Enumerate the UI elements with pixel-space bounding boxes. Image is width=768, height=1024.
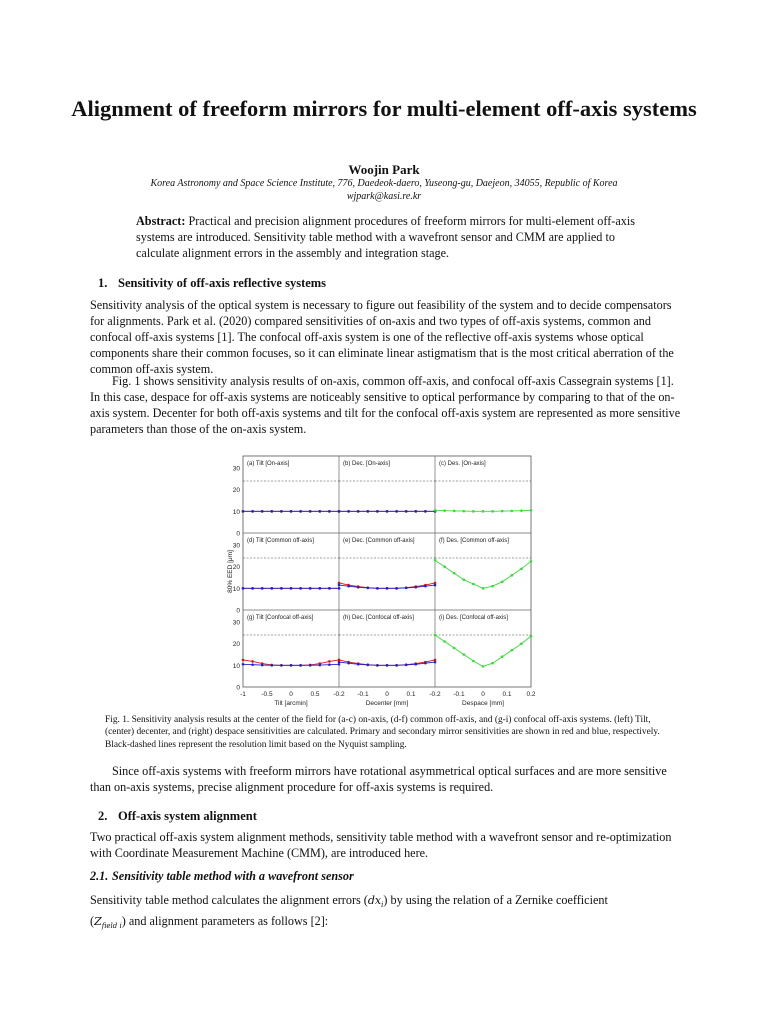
data-point (309, 510, 312, 513)
author-email: wjpark@kasi.re.kr (346, 191, 422, 202)
y-tick-label: 20 (232, 641, 240, 649)
data-point (530, 560, 533, 563)
data-point (520, 509, 523, 512)
paper-title: Alignment of freeform mirrors for multi-element off-axis systems (71, 96, 697, 121)
data-point (242, 663, 245, 666)
abstract-text: Practical and precision alignment procedures of freeform mirrors for multi-element off-axis systems are introduced. Sensitivity table method with a wavefront sensor and CMM are applied to calculate alignment errors in the assembly and integration stage. (136, 214, 635, 260)
data-point (520, 642, 523, 645)
x-tick-label: 0.1 (502, 691, 512, 698)
symbol-z-subscript: field i (101, 922, 122, 931)
x-tick-label: 0.1 (406, 691, 416, 698)
subsection-2-1-title: Sensitivity table method with a wavefront sensor (112, 869, 354, 883)
data-point (357, 510, 360, 513)
affiliation-block (0, 177, 768, 203)
panel-title: (a) Tilt [On-axis] (247, 461, 290, 467)
data-point (251, 510, 254, 513)
data-point (472, 510, 475, 513)
data-point (271, 664, 274, 667)
x-axis-label: Decenter [mm] (365, 700, 409, 707)
data-point (434, 584, 437, 587)
data-point (491, 585, 494, 588)
data-point (299, 664, 302, 667)
data-point (290, 587, 293, 590)
data-point (415, 663, 418, 666)
data-point (463, 578, 466, 581)
x-tick-label: -0.2 (429, 691, 441, 698)
data-point (395, 664, 398, 667)
panel-title: (e) Dec. [Common off-axis] (343, 538, 415, 544)
x-axis-label: Tilt [arcmin] (274, 700, 308, 707)
data-point (309, 664, 312, 667)
panel-title: (c) Des. [On-axis] (439, 461, 486, 467)
data-point (415, 586, 418, 589)
data-point (386, 510, 389, 513)
data-point (338, 661, 341, 664)
data-point (434, 559, 437, 562)
data-point (434, 509, 437, 512)
data-point (376, 510, 379, 513)
data-point (347, 585, 350, 588)
data-point (405, 510, 408, 513)
panel-title: (d) Tilt [Common off-axis] (247, 538, 314, 544)
x-tick-label: 0 (289, 691, 293, 698)
x-tick-label: -0.2 (333, 691, 345, 698)
panel-title: (b) Dec. [On-axis] (343, 461, 391, 467)
data-point (443, 565, 446, 568)
abstract-label: Abstract: (136, 214, 186, 228)
data-point (357, 663, 360, 666)
data-point (242, 510, 245, 513)
abstract (136, 213, 636, 261)
figure-1-caption: Fig. 1. Sensitivity analysis results at the center of the field for (a-c) on-axis, (d-f) common off-axis, and (g-i) confocal off-axis systems. (left) Tilt, (center) decenter, and (right) despace sensitivities are calculated. Primary and secondary mirror sensitivities are shown in red and blue, respectively. Black-dashed lines represent the resolution limit based on the Nyquist sampling. (105, 715, 660, 750)
data-point (299, 587, 302, 590)
y-tick-label: 20 (232, 564, 240, 572)
data-point (453, 510, 456, 513)
para-text-part-1: Sensitivity table method calculates the alignment errors ( (90, 893, 368, 907)
section-1-paragraph-1: Sensitivity analysis of the optical system is necessary to figure out feasibility of the system and to decide compensators for alignments. Park et al. (2020) compared sensitivities of on-axis and two types of off-axis systems, common and confocal off-axis systems [1]. The confocal off-axis system is one of the reflective off-axis systems whose optical components share their common focuses, so it can eliminate linear astigmatism that is the most critical aberration of the common off-axis system. (90, 298, 674, 376)
section-1-number: 1. (98, 276, 108, 290)
data-point (472, 583, 475, 586)
data-point (386, 664, 389, 667)
para-text-part-2: ) by using the relation of a Zernike coefficient (383, 893, 608, 907)
section-1-paragraph-2: Fig. 1 shows sensitivity analysis results of on-axis, common off-axis, and confocal off-axis Cassegrain systems [1]. In this case, despace for off-axis systems are noticeably sensitive to optical performance by comparing to that of the on-axis system. Decenter for both off-axis systems and tilt for the confocal off-axis system are represented as more sensitive parameters than those of the on-axis system. (90, 374, 681, 436)
y-tick-label: 30 (232, 542, 240, 550)
data-point (328, 663, 331, 666)
symbol-dx-subscript: i (381, 901, 384, 910)
subsection-2-1-heading (90, 869, 354, 884)
series-line (435, 635, 531, 666)
data-point (319, 664, 322, 667)
data-point (251, 660, 254, 663)
x-tick-label: 0 (481, 691, 485, 698)
data-point (482, 665, 485, 668)
data-point (251, 587, 254, 590)
data-point (271, 587, 274, 590)
data-point (271, 510, 274, 513)
data-point (290, 510, 293, 513)
section-2-paragraph-1: Two practical off-axis system alignment methods, sensitivity table method with a wavefront sensor and re-optimization with Coordinate Measurement Machine (CMM), are introduced here. (90, 830, 672, 860)
figure-1-sensitivity-chart (226, 450, 548, 710)
section-2-paragraph-2 (90, 893, 686, 935)
y-tick-label: 0 (236, 607, 240, 615)
data-point (511, 574, 514, 577)
data-point (338, 584, 341, 587)
data-point (472, 660, 475, 663)
data-point (424, 662, 427, 665)
data-point (376, 664, 379, 667)
data-point (491, 662, 494, 665)
y-tick-label: 30 (232, 619, 240, 627)
data-point (328, 510, 331, 513)
data-point (328, 587, 331, 590)
data-point (415, 510, 418, 513)
data-point (242, 659, 245, 662)
data-point (434, 634, 437, 637)
data-point (386, 587, 389, 590)
x-tick-label: 0.5 (310, 691, 320, 698)
data-point (367, 664, 370, 667)
y-tick-label: 10 (232, 662, 240, 670)
chart-frame (243, 456, 531, 687)
data-point (367, 510, 370, 513)
affiliation: Korea Astronomy and Space Science Institute, 776, Daedeok-daero, Yuseong-gu, Daejeon, 34055, Republic of Korea (150, 178, 618, 189)
data-point (463, 510, 466, 513)
data-point (280, 510, 283, 513)
data-point (338, 510, 341, 513)
data-point (424, 510, 427, 513)
data-point (395, 587, 398, 590)
data-point (328, 660, 331, 663)
panel-title: (g) Tilt [Confocal off-axis] (247, 615, 314, 621)
symbol-dx (367, 894, 384, 910)
y-tick-label: 30 (232, 465, 240, 473)
section-2-number: 2. (98, 809, 108, 823)
panel-title: (f) Des. [Common off-axis] (439, 538, 509, 544)
series-line (435, 560, 531, 588)
data-point (251, 663, 254, 666)
data-point (530, 509, 533, 512)
data-point (242, 587, 245, 590)
x-tick-label: -1 (240, 691, 246, 698)
x-tick-label: 0.2 (526, 691, 536, 698)
data-point (319, 510, 322, 513)
data-point (261, 664, 264, 667)
y-tick-label: 10 (232, 508, 240, 516)
data-point (491, 510, 494, 513)
data-point (319, 587, 322, 590)
data-point (338, 587, 341, 590)
data-point (347, 662, 350, 665)
data-point (453, 572, 456, 575)
data-point (261, 510, 264, 513)
symbol-z-base: Z (94, 915, 102, 929)
section-1-paragraph-3: Since off-axis systems with freeform mirrors have rotational asymmetrical optical surfaces and are more sensitive than on-axis systems, precise alignment procedure for off-axis systems is required. (90, 764, 667, 794)
data-point (347, 510, 350, 513)
data-point (511, 649, 514, 652)
section-2-title: Off-axis system alignment (118, 809, 257, 823)
panel-title: (h) Dec. [Confocal off-axis] (343, 615, 414, 621)
data-point (299, 510, 302, 513)
x-tick-label: -0.1 (453, 691, 465, 698)
x-tick-label: -0.5 (261, 691, 273, 698)
panel-title: (i) Des. [Confocal off-axis] (439, 615, 508, 621)
x-tick-label: 0 (385, 691, 389, 698)
data-point (405, 587, 408, 590)
data-point (443, 640, 446, 643)
data-point (261, 587, 264, 590)
data-point (453, 647, 456, 650)
data-point (443, 509, 446, 512)
symbol-z (94, 915, 122, 931)
data-point (501, 510, 504, 513)
data-point (501, 581, 504, 584)
data-point (309, 587, 312, 590)
data-point (405, 664, 408, 667)
para-text-part-3: ( (90, 914, 95, 929)
y-axis-label: 80% EED [μm] (227, 550, 234, 593)
data-point (357, 586, 360, 589)
data-point (424, 585, 427, 588)
data-point (290, 664, 293, 667)
author-name: Woojin Park (348, 162, 420, 177)
data-point (530, 635, 533, 638)
y-tick-label: 10 (232, 585, 240, 593)
y-tick-label: 0 (236, 684, 240, 692)
data-point (395, 510, 398, 513)
subsection-2-1-number: 2.1. (90, 869, 109, 883)
y-tick-label: 20 (232, 487, 240, 495)
x-axis-label: Despace [mm] (462, 700, 504, 707)
data-point (463, 653, 466, 656)
data-point (280, 664, 283, 667)
x-tick-label: -0.1 (357, 691, 369, 698)
data-point (367, 587, 370, 590)
data-point (520, 568, 523, 571)
data-point (482, 510, 485, 513)
data-point (434, 661, 437, 664)
section-1-heading (98, 276, 326, 291)
data-point (280, 587, 283, 590)
y-tick-label: 0 (236, 530, 240, 538)
section-1-title: Sensitivity of off-axis reflective systems (118, 276, 327, 290)
symbol-dx-base: dx (367, 894, 382, 907)
data-point (376, 587, 379, 590)
section-2-heading (98, 809, 257, 824)
para-text-part-4: ) and alignment parameters as follows [2]: (121, 914, 329, 929)
data-point (482, 587, 485, 590)
data-point (511, 510, 514, 513)
data-point (501, 655, 504, 658)
